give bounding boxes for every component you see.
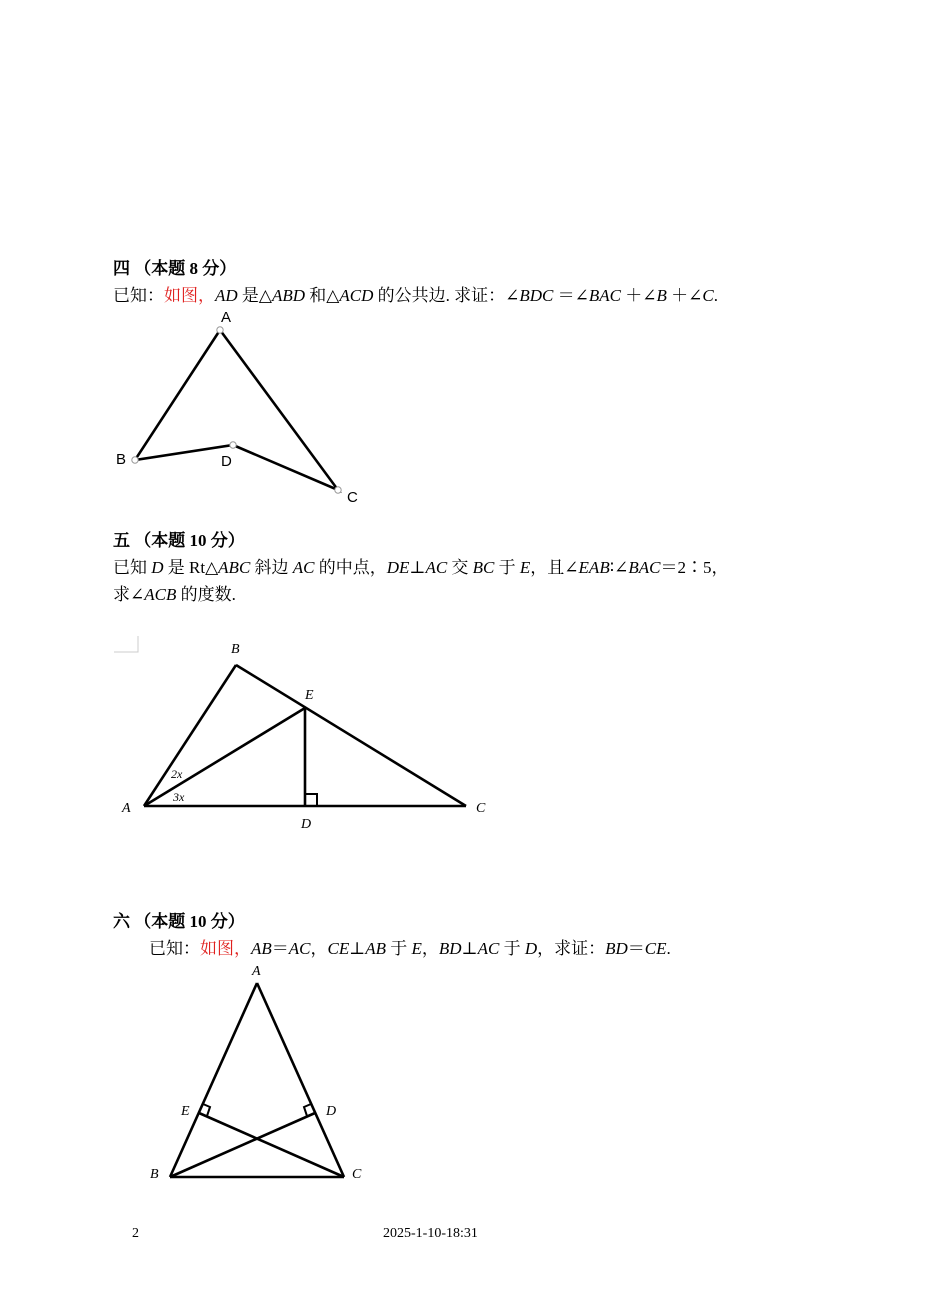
- q5-anchor-mark: [114, 636, 138, 652]
- q4-figure: [135, 330, 338, 490]
- q6-known: 已知：: [149, 939, 200, 958]
- footer-timestamp: 2025-1-10-18:31: [383, 1226, 478, 1241]
- q6-label-b: B: [150, 1167, 159, 1182]
- q5-label-a: A: [122, 801, 131, 816]
- q6-label-e: E: [181, 1104, 190, 1119]
- q5-label-b: B: [231, 642, 240, 657]
- q4-label-a: A: [221, 309, 232, 326]
- q4-label-b: B: [116, 451, 127, 468]
- q4-label-d: D: [221, 453, 232, 470]
- q4-statement: 已知：如图，AD 是△ABD 和△ACD 的公共边. 求证：∠BDC ＝∠BAC ＋∠B ＋∠C.: [113, 286, 718, 305]
- q5-statement-line1: 已知 D 是 Rt△ABC 斜边 AC 的中点，DE⊥AC 交 BC 于 E，且∠EAB∶∠BAC＝2∶5，: [113, 558, 729, 577]
- q4-label-c: C: [347, 489, 358, 506]
- q5-heading: 五 （本题 10 分）: [113, 531, 245, 550]
- q5-statement-line2: 求∠ACB 的度数.: [113, 585, 236, 604]
- q6-heading: 六 （本题 10 分）: [113, 912, 245, 931]
- q6-figure: [170, 983, 344, 1177]
- q4-heading: 四 （本题 8 分）: [113, 259, 237, 278]
- q6-label-d: D: [326, 1104, 337, 1119]
- q6-right-angle-marks: [203, 1104, 311, 1116]
- q6-label-c: C: [352, 1167, 362, 1182]
- q5-label-e: E: [305, 688, 314, 703]
- q6-statement: 已知：如图，AB＝AC，CE⊥AB 于 E，BD⊥AC 于 D，求证：BD＝CE.: [149, 939, 671, 958]
- q5-angle-3x: 3x: [173, 790, 185, 804]
- q4-known: 已知：: [113, 286, 164, 305]
- page-number: 2: [132, 1226, 139, 1241]
- q6-figure-ref: 如图，: [200, 939, 251, 958]
- q5-label-c: C: [476, 801, 486, 816]
- q4-figure-ref: 如图，: [164, 286, 215, 305]
- q5-right-angle-mark: [305, 794, 317, 806]
- q6-label-a: A: [252, 964, 261, 979]
- q5-angle-2x: 2x: [171, 767, 183, 781]
- q5-figure: [144, 665, 466, 806]
- q5-label-d: D: [301, 817, 312, 832]
